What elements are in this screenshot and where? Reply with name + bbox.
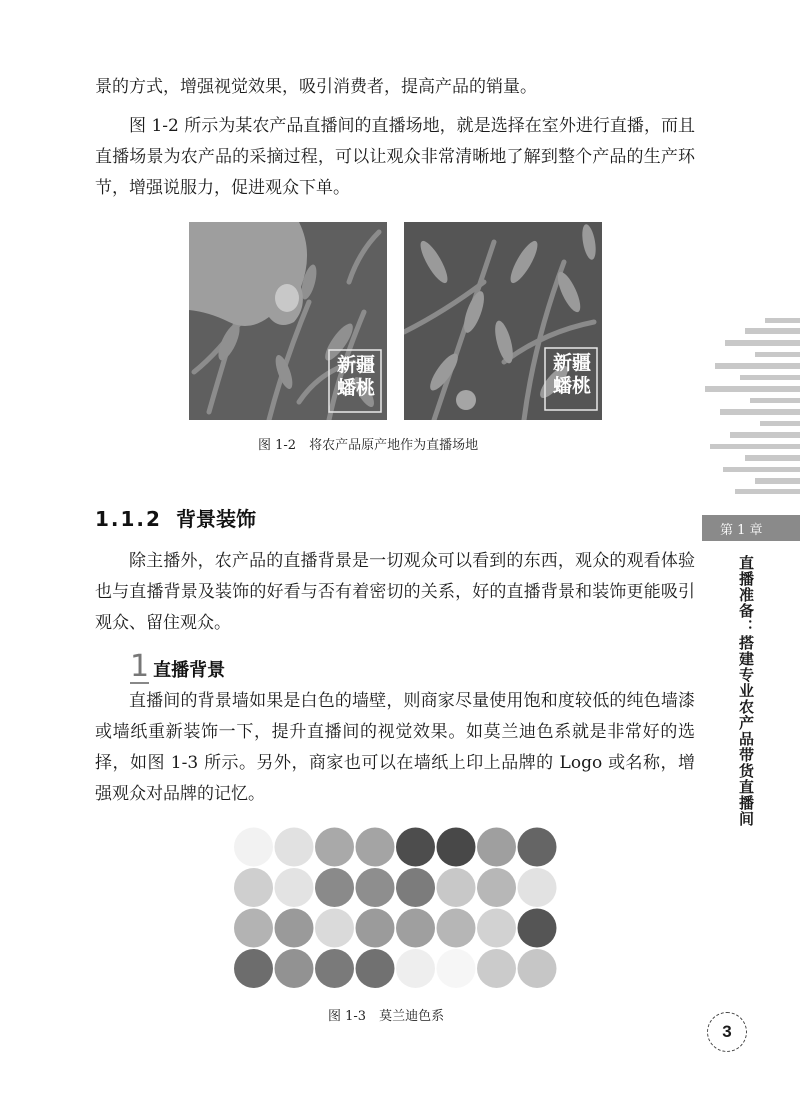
- color-swatch: [234, 828, 273, 867]
- color-swatch: [275, 868, 314, 907]
- color-swatch: [396, 949, 435, 988]
- color-swatch: [356, 868, 395, 907]
- photo-harvest-hand: [189, 222, 387, 420]
- photo-stamp: 新疆 蟠桃: [552, 352, 591, 397]
- paragraph-intro-end: 景的方式，增强视觉效果，吸引消费者，提高产品的销量。: [95, 77, 537, 97]
- color-swatch: [275, 949, 314, 988]
- color-swatch: [315, 828, 354, 867]
- color-swatch: [518, 828, 557, 867]
- photo-stamp: 新疆 蟠桃: [336, 354, 375, 399]
- color-swatch: [518, 949, 557, 988]
- color-swatch: [396, 868, 435, 907]
- color-swatch: [437, 909, 476, 948]
- color-swatch: [315, 949, 354, 988]
- chapter-tab: 第 1 章: [702, 515, 800, 541]
- figure-1-2-caption: 图 1-2 将农产品原产地作为直播场地: [258, 438, 479, 453]
- morandi-swatch-grid: [233, 826, 558, 991]
- chapter-title-vertical: 直播准备：搭建专业农产品带货直播间: [737, 555, 755, 827]
- color-swatch: [275, 828, 314, 867]
- color-swatch: [437, 828, 476, 867]
- decorative-stripes: [695, 318, 800, 494]
- color-swatch: [396, 909, 435, 948]
- color-swatch: [234, 909, 273, 948]
- color-swatch: [234, 868, 273, 907]
- color-swatch: [234, 949, 273, 988]
- color-swatch: [315, 909, 354, 948]
- color-swatch: [477, 828, 516, 867]
- paragraph-background-intro: 除主播外，农产品的直播背景是一切观众可以看到的东西，观众的观看体验也与直播背景及装饰的好看与否有着密切的关系，好的直播背景和装饰更能吸引观众、留住观众。: [95, 551, 695, 633]
- color-swatch: [396, 828, 435, 867]
- color-swatch: [477, 949, 516, 988]
- color-swatch: [477, 868, 516, 907]
- page-number: 3: [707, 1012, 747, 1052]
- color-swatch: [518, 909, 557, 948]
- color-swatch: [356, 949, 395, 988]
- color-swatch: [356, 909, 395, 948]
- figure-1-3-caption: 图 1-3 莫兰迪色系: [328, 1009, 445, 1024]
- paragraph-figure-1-2-description: 图 1-2 所示为某农产品直播间的直播场地，就是选择在室外进行直播，而且直播场景为农产品的采摘过程，可以让观众非常清晰地了解到整个产品的生产环节，增强说服力，促进观众下单。: [95, 116, 695, 198]
- section-heading: 1.1.2 背景装饰: [95, 507, 256, 531]
- color-swatch: [477, 909, 516, 948]
- color-swatch: [356, 828, 395, 867]
- color-swatch: [437, 949, 476, 988]
- photo-peach-orchard: [404, 222, 602, 420]
- paragraph-background-wall: 直播间的背景墙如果是白色的墙壁，则商家尽量使用饱和度较低的纯色墙漆或墙纸重新装饰一下，提升直播间的视觉效果。如莫兰迪色系就是非常好的选择，如图 1-3 所示。另外，商家也可以在墙纸上印上品牌的 Logo 或名称，增强观众对品牌的记忆。: [95, 691, 695, 804]
- color-swatch: [275, 909, 314, 948]
- subsection-heading: 1 直播背景: [130, 649, 226, 684]
- color-swatch: [315, 868, 354, 907]
- color-swatch: [518, 868, 557, 907]
- color-swatch: [437, 868, 476, 907]
